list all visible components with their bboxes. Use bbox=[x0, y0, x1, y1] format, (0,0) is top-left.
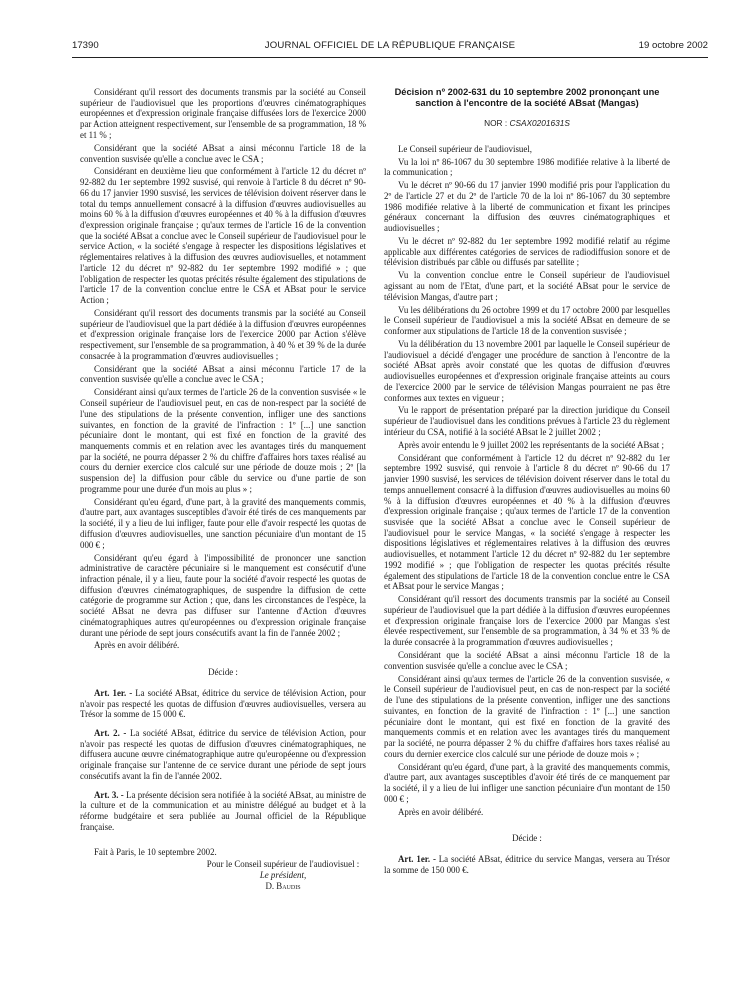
article-text: La société ABsat, éditrice du service de télévision Action, pour n'avoir pas respecté les quotas de diffusion d'œuvres audiovisuelles, versera au Trésor la somme de 15 000 €. bbox=[80, 687, 366, 720]
article-text: La présente décision sera notifiée à la société ABsat, au ministre de la culture et de la communication et au ministre délégué au budget et à la réforme budgétaire et sera publiée au Journal officiel de la République française. bbox=[80, 789, 367, 832]
deliberation-line: Après en avoir délibéré. bbox=[94, 640, 180, 651]
paragraph: Vu la délibération du 13 novembre 2001 par laquelle le Conseil supérieur de l'audiovisuel a décidé d'engager une procédure de sanction à l'encontre de la société ABsat après avoir constaté que les quotas de diffusion d'œuvres audiovisuelles européennes et d'expression originale française atteints au cours de l'exercice 2000 par le service de télévision Mangas pourraient ne pas être conformes aux textes en vigueur ; bbox=[384, 338, 670, 403]
paragraph: Considérant qu'il ressort des documents transmis par la société au Conseil supérieur de l'audiovisuel que les proportions d'œuvres cinématographiques européennes et d'expression originale française diffusées lors de l'exercice 2000 par Action atteignent respectivement, sur l'ensemble de sa programmation, 18 % et 11 % ; bbox=[80, 87, 366, 140]
nor-reference bbox=[384, 118, 670, 128]
paragraph: Considérant que la société ABsat a ainsi méconnu l'article 18 de la convention susvisée qu'elle a conclue avec le CSA ; bbox=[384, 650, 670, 671]
paragraph: Considérant qu'il ressort des documents transmis par la société au Conseil supérieur de l'audiovisuel que la part dédiée à la diffusion d'œuvres européennes et d'expression originale française lors de l'exercice 2000 par Action s'élève respectivement, sur l'ensemble de sa programmation, à 40 % et 39 % de la durée consacrée à la programmation d'œuvres audiovisuelles ; bbox=[80, 307, 366, 361]
paragraph: Vu la loi nº 86-1067 du 30 septembre 1986 modifiée relative à la liberté de la communication ; bbox=[384, 156, 670, 178]
article-1 bbox=[80, 688, 366, 720]
deliberation-line: Après en avoir délibéré. bbox=[398, 806, 484, 817]
paragraph: Considérant en deuxième lieu que conformément à l'article 12 du décret nº 92-882 du 1er septembre 1992 susvisé, qui renvoie à l'article 8 du décret nº 90-66 du 17 janvier 1990 susvisé, les services de télévision doivent réserver dans le total du temps annuellement consacré à la diffusion d'œuvres audiovisuelles au moins 60 % à la diffusion d'œuvres européennes et 40 % à la diffusion d'œuvres d'expression originale française ; qu'aux termes de l'article 16 de la convention que la société ABsat a conclue avec le Conseil supérieur de l'audiovisuel pour le service Action, « la société s'engage à respecter les dispositions législatives et réglementaires relatives à la diffusion des œuvres audiovisuelles, et notamment l'article 12 du décret nº 92-882 du 1er septembre 1992 modifié » ; que l'obligation de respecter les quotas précités résulte également des stipulations de l'article 17 de la convention conclue entre le CSA et ABsat pour le service Action ; bbox=[80, 166, 366, 306]
page-header bbox=[72, 40, 708, 56]
decide-heading: Décide : bbox=[512, 833, 542, 844]
signature-line-1: Pour le Conseil supérieur de l'audiovisuel : bbox=[206, 859, 360, 870]
decide-heading: Décide : bbox=[208, 667, 238, 678]
paragraph: Le Conseil supérieur de l'audiovisuel, bbox=[398, 143, 532, 154]
article-label: Art. 2. - bbox=[94, 728, 127, 739]
place-date-line: Fait à Paris, le 10 septembre 2002. bbox=[94, 846, 217, 857]
right-column bbox=[384, 87, 670, 878]
paragraph: Après avoir entendu le 9 juillet 2002 les représentants de la société ABsat ; bbox=[398, 439, 664, 450]
paragraph: Considérant qu'eu égard à l'impossibilité de prononcer une sanction administrative de caractère pécuniaire si le manquement est consécutif d'une infraction pénale, il y a lieu, faute pour la société d'avoir respecté les quotas de diffusion d'œuvres cinématographiques, de suspendre la diffusion de cette catégorie de programme sur Action ; que, dans les circonstances de l'espèce, la société ABsat ne devra pas diffuser sur l'antenne d'Action d'œuvres cinématographiques autres qu'européennes ou d'expression originale française durant une période de sept jours consécutifs avant la fin de l'année 2002 ; bbox=[80, 552, 366, 638]
paragraph: Vu la convention conclue entre le Conseil supérieur de l'audiovisuel agissant au nom de l'Etat, d'une part, et la société ABsat pour le service de télévision Mangas, d'autre part ; bbox=[384, 270, 670, 302]
article-label: Art. 1er. - bbox=[398, 854, 436, 865]
decision-title: Décision nº 2002-631 du 10 septembre 2002 prononçant une sanction à l'encontre de la société ABsat (Mangas) bbox=[394, 87, 660, 109]
paragraph: Considérant que la société ABsat a ainsi méconnu l'article 17 de la convention susvisée qu'elle a conclue avec le CSA ; bbox=[80, 363, 366, 385]
signature-line-2: Le président, bbox=[259, 870, 307, 881]
page-number: 17390 bbox=[72, 40, 99, 51]
nor-label: NOR : bbox=[484, 117, 508, 128]
paragraph: Vu les délibérations du 26 octobre 1999 et du 17 octobre 2000 par lesquelles le Conseil supérieur de l'audiovisuel a mis la société ABsat en demeure de se conformer aux stipulations de l'article 18 de la convention susvisée ; bbox=[384, 304, 670, 337]
article-label: Art. 3. - bbox=[94, 789, 124, 800]
left-column bbox=[80, 87, 366, 892]
article-2 bbox=[80, 728, 366, 782]
paragraph: Considérant qu'eu égard, d'une part, à la gravité des manquements commis, d'autre part, aux avantages susceptibles d'avoir été tirés de ces manquements par la société, il y a lieu de lui infliger, faute pour elle d'avoir respecté les quotas de diffusion d'œuvres audiovisuelles, une sanction pécuniaire d'un montant de 15 000 € ; bbox=[80, 496, 366, 550]
paragraph: Considérant qu'il ressort des documents transmis par la société au Conseil supérieur de l'audiovisuel que la part dédiée à la diffusion d'œuvres européennes et d'expression originale française lors de l'exercice 2000 par Mangas s'est élevée respectivement, sur l'ensemble de sa programmation, à 34 % et 33 % de la durée consacrée à la programmation d'œuvres audiovisuelles ; bbox=[384, 594, 670, 648]
paragraph: Vu le décret nº 90-66 du 17 janvier 1990 modifié pris pour l'application du 2º de l'article 27 et du 2º de l'article 70 de la loi nº 86-1067 du 30 septembre 1986 modifiée relative à la liberté de communication et fixant les principes généraux concernant la diffusion des œuvres cinématographiques et audiovisuelles ; bbox=[384, 180, 670, 234]
paragraph: Considérant ainsi qu'aux termes de l'article 26 de la convention susvisée, « le Conseil supérieur de l'audiovisuel peut, en cas de non-respect par la société de l'une des stipulations de la présente convention, infliger une des sanctions suivantes, en fonction de la gravité de l'infraction : 1º [...] une sanction pécuniaire dont le montant, qui est fixé en fonction de la gravité des manquements commis et en relation avec les avantages tirés du manquement par la société, ne pourra dépasser 2 % du chiffre d'affaires hors taxes réalisé au cours du dernier exercice clos calculé sur une période de douze mois » ; bbox=[384, 673, 670, 759]
journal-title: JOURNAL OFFICIEL DE LA RÉPUBLIQUE FRANÇAISE bbox=[264, 40, 516, 51]
article-text: La société ABsat, éditrice du service de télévision Action, pour n'avoir pas respecté les quotas de diffusion d'œuvres cinématographiques, ne diffusera aucune œuvre cinématographique autre qu'européenne ou d'expression originale française sur l'antenne de ce service durant une période de sept jours consécutifs avant la fin de l'année 2002. bbox=[80, 728, 366, 781]
article-text: La société ABsat, éditrice du service Mangas, versera au Trésor la somme de 150 000 €. bbox=[384, 854, 670, 875]
nor-code: CSAX0201631S bbox=[509, 117, 570, 128]
paragraph: Vu le décret nº 92-882 du 1er septembre 1992 modifié relatif au régime applicable aux différentes catégories de services de radiodiffusion sonore et de télévision distribués par câble ou diffusés par satellite ; bbox=[384, 235, 670, 268]
paragraph: Considérant que conformément à l'article 12 du décret nº 92-882 du 1er septembre 1992 susvisé, qui renvoie à l'article 8 du décret nº 90-66 du 17 janvier 1990 susvisé, les services de télévision doivent réserver dans le total du temps annuellement consacré à la diffusion d'œuvres audiovisuelles au moins 60 % à la diffusion d'œuvres européennes et 40 % à la diffusion d'œuvres d'expression originale française ; qu'aux termes de l'article 17 de la convention susvisée que la société ABsat a conclue avec le Conseil supérieur de l'audiovisuel pour le service Mangas, « la société s'engage à respecter les dispositions législatives et réglementaires relatives à la diffusion des œuvres audiovisuelles, et notamment l'article 12 du décret nº 92-882 du 1er septembre 1992 modifié » ; que l'obligation de respecter les quotas précités résulte également des stipulations de l'article 18 de la convention conclue entre le CSA et ABsat pour le service Mangas ; bbox=[384, 452, 670, 592]
article-label: Art. 1er. - bbox=[94, 687, 133, 698]
paragraph: Considérant ainsi qu'aux termes de l'article 26 de la convention susvisée « le Conseil supérieur de l'audiovisuel peut, en cas de non-respect par la société de l'une des stipulations de la présente convention, infliger une des sanctions suivantes, en fonction de la gravité de l'infraction : 1º [...] une sanction pécuniaire dont le montant, qui est fixé en fonction de la gravité des manquements commis et en relation avec les avantages tirés du manquement par la société, ne pourra dépasser 2 % du chiffre d'affaires hors taxes réalisé au cours du dernier exercice clos calculé sur une période de douze mois ; 2º [la suspension de] la diffusion pour câble du service ou d'une partie de son programme pour une durée d'un mois au plus » ; bbox=[80, 387, 366, 494]
header-rule bbox=[72, 57, 708, 58]
paragraph: Considérant qu'eu égard, d'une part, à la gravité des manquements commis, d'autre part, aux avantages susceptibles d'avoir été tirés de ce manquement par la société, il y a lieu de lui infliger une sanction pécuniaire d'un montant de 150 000 € ; bbox=[384, 761, 670, 804]
article-1 bbox=[384, 854, 670, 875]
paragraph: Considérant que la société ABsat a ainsi méconnu l'article 18 de la convention susvisée qu'elle a conclue avec le CSA ; bbox=[80, 142, 366, 164]
signature-name: D. Baudis bbox=[265, 880, 301, 891]
article-3 bbox=[80, 790, 366, 833]
issue-date: 19 octobre 2002 bbox=[638, 40, 708, 51]
paragraph: Vu le rapport de présentation préparé par la direction juridique du Conseil supérieur de l'audiovisuel dans les conditions prévues à l'article 23 du règlement intérieur du CSA, notifié à la société ABsat le 2 juillet 2002 ; bbox=[384, 405, 670, 437]
